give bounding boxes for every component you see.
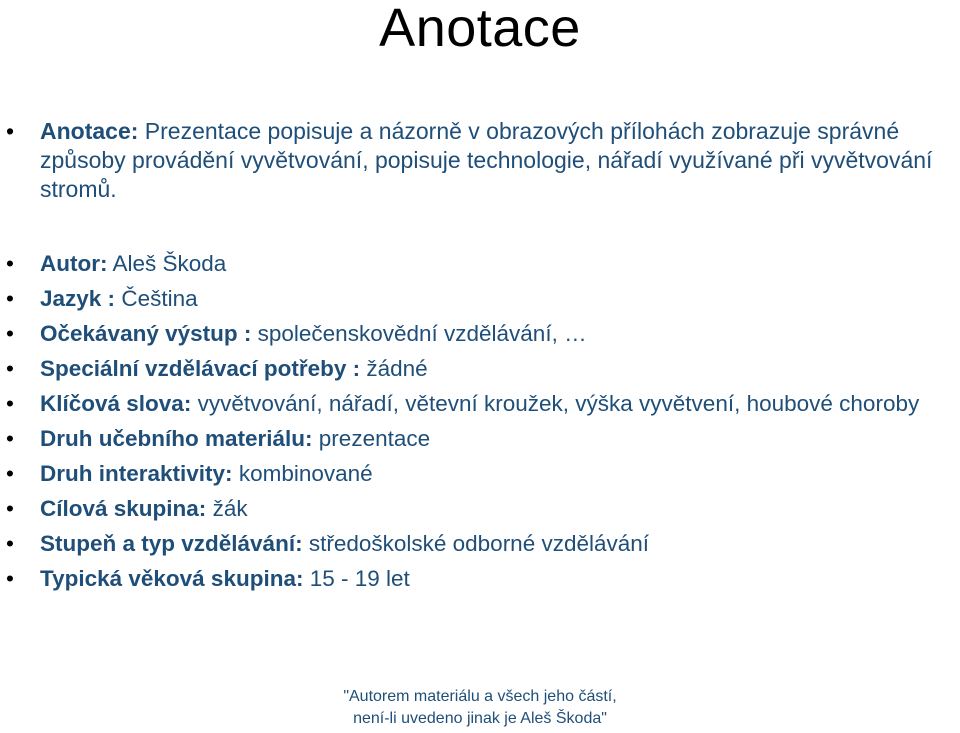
bullet-icon: • <box>6 118 15 144</box>
list-item-material-type <box>6 424 945 453</box>
bullet-icon: • <box>6 356 14 381</box>
item-label: Typická věková skupina: <box>40 566 304 591</box>
author-footer <box>300 686 660 730</box>
list-item-interactivity <box>6 459 945 488</box>
list-item-keywords <box>6 389 945 418</box>
list-item-education-level <box>6 529 945 558</box>
item-label: Druh interaktivity: <box>40 461 233 486</box>
item-value: vyvětvování, nářadí, větevní kroužek, výška vyvětvení, houbové choroby <box>197 391 920 416</box>
item-value: společenskovědní vzdělávání, … <box>257 321 587 346</box>
list-item-author <box>6 249 945 278</box>
item-value: 15 - 19 let <box>309 566 410 591</box>
item-label: Stupeň a typ vzdělávání: <box>40 531 303 556</box>
bullet-icon: • <box>6 531 14 556</box>
bullet-icon: • <box>6 286 14 311</box>
item-value: Aleš Škoda <box>112 251 227 276</box>
item-value: středoškolské odborné vzdělávání <box>308 531 650 556</box>
page-title: Anotace <box>379 0 581 58</box>
bullet-icon: • <box>6 426 14 451</box>
item-label: Cílová skupina: <box>40 496 207 521</box>
item-label: Očekávaný výstup : <box>40 321 252 346</box>
footer-line-1: "Autorem materiálu a všech jeho částí, <box>343 688 617 705</box>
item-label: Jazyk : <box>40 286 116 311</box>
item-value: Čeština <box>121 286 198 311</box>
item-value: prezentace <box>318 426 431 451</box>
intro-paragraph <box>6 117 945 204</box>
item-label: Autor: <box>40 251 108 276</box>
bullet-icon: • <box>6 496 14 521</box>
list-item-target-group <box>6 494 945 523</box>
item-label: Druh učebního materiálu: <box>40 426 313 451</box>
bullet-icon: • <box>6 321 14 346</box>
bullet-icon: • <box>6 251 14 276</box>
bullet-icon: • <box>6 391 14 416</box>
item-label: Klíčová slova: <box>40 391 192 416</box>
item-value: žák <box>212 496 248 521</box>
bullet-icon: • <box>6 566 14 591</box>
intro-text: Prezentace popisuje a názorně v obrazových přílohách zobrazuje správné způsoby provádění vyvětvování, popisuje technologie, nářadí využívané při vyvětvování stromů. <box>40 118 933 202</box>
footer-line-2: není-li uvedeno jinak je Aleš Škoda" <box>353 710 607 727</box>
list-item-language <box>6 284 945 313</box>
bullet-icon: • <box>6 461 14 486</box>
item-value: žádné <box>366 356 428 381</box>
item-value: kombinované <box>238 461 373 486</box>
intro-label: Anotace: <box>40 118 139 144</box>
metadata-list <box>6 249 945 593</box>
item-label: Speciální vzdělávací potřeby : <box>40 356 361 381</box>
list-item-special-needs <box>6 354 945 383</box>
list-item-expected-output <box>6 319 945 348</box>
list-item-age-group <box>6 564 945 593</box>
